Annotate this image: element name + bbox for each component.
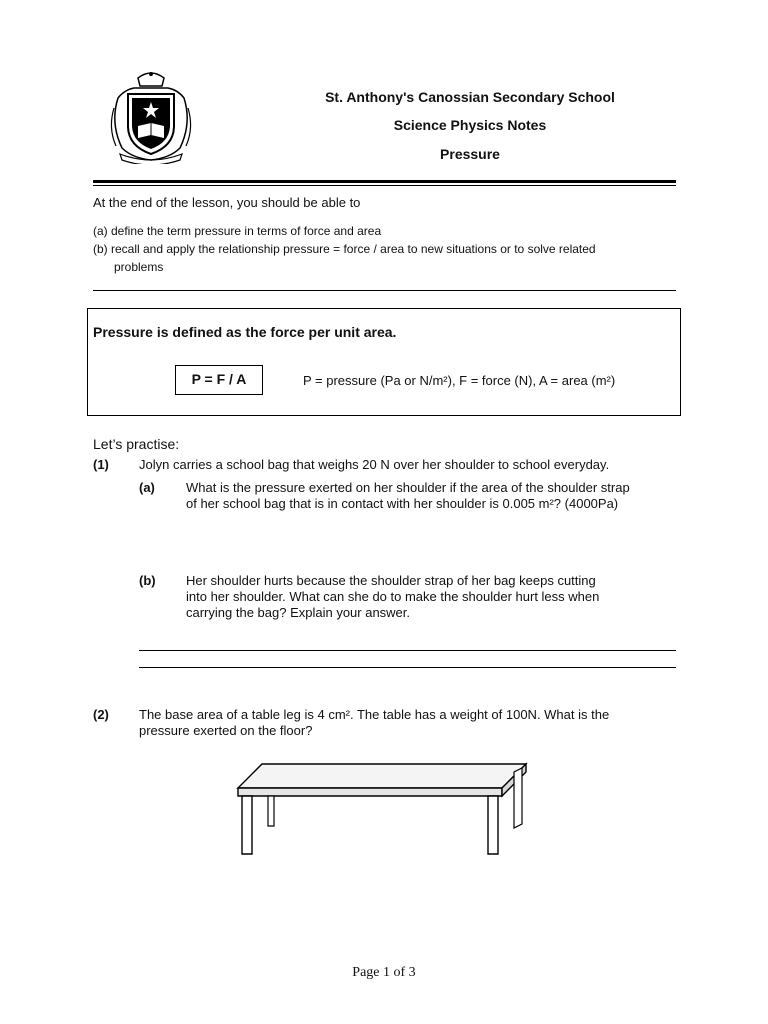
topic-title: Pressure xyxy=(440,146,500,162)
objective-b-cont: problems xyxy=(114,260,164,274)
question-2-number: (2) xyxy=(93,707,109,722)
question-1-text: Jolyn carries a school bag that weighs 20 N over her shoulder to school everyday. xyxy=(139,457,610,472)
question-1b-line-2: into her shoulder. What can she do to make the shoulder hurt less when xyxy=(186,589,600,604)
question-1b-line-3: carrying the bag? Explain your answer. xyxy=(186,605,411,620)
question-1a-label: (a) xyxy=(139,480,155,495)
objectives-intro: At the end of the lesson, you should be able to xyxy=(93,195,361,210)
question-1a-line-2: of her school bag that is in contact with her shoulder is 0.005 m²? (4000Pa) xyxy=(186,496,619,511)
page-number: Page 1 of 3 xyxy=(352,965,416,980)
definition-statement: Pressure is defined as the force per unit area. xyxy=(93,324,397,340)
answer-line-2 xyxy=(139,667,676,668)
question-1a-line-1: What is the pressure exerted on her shoulder if the area of the shoulder strap xyxy=(186,480,630,495)
question-1b-label: (b) xyxy=(139,573,156,588)
table-illustration xyxy=(236,758,532,860)
header-rule-top xyxy=(93,180,676,183)
school-name: St. Anthony's Canossian Secondary School xyxy=(325,89,615,105)
question-2-line-2: pressure exerted on the floor? xyxy=(139,723,313,738)
question-2-line-1: The base area of a table leg is 4 cm². The table has a weight of 100N. What is the xyxy=(139,707,610,722)
objective-b: (b) recall and apply the relationship pressure = force / area to new situations or to solve related xyxy=(93,242,596,256)
header-rule-bottom xyxy=(93,185,676,186)
objectives-divider xyxy=(93,290,676,291)
objective-a: (a) define the term pressure in terms of force and area xyxy=(93,224,382,238)
question-1b-line-1: Her shoulder hurts because the shoulder strap of her bag keeps cutting xyxy=(186,573,596,588)
formula-box: P = F / A xyxy=(175,365,263,395)
practise-heading: Let’s practise: xyxy=(93,436,180,452)
question-1-number: (1) xyxy=(93,457,109,472)
answer-line-1 xyxy=(139,650,676,651)
formula-legend: P = pressure (Pa or N/m²), F = force (N), A = area (m²) xyxy=(303,373,616,388)
subject-title: Science Physics Notes xyxy=(393,117,547,133)
